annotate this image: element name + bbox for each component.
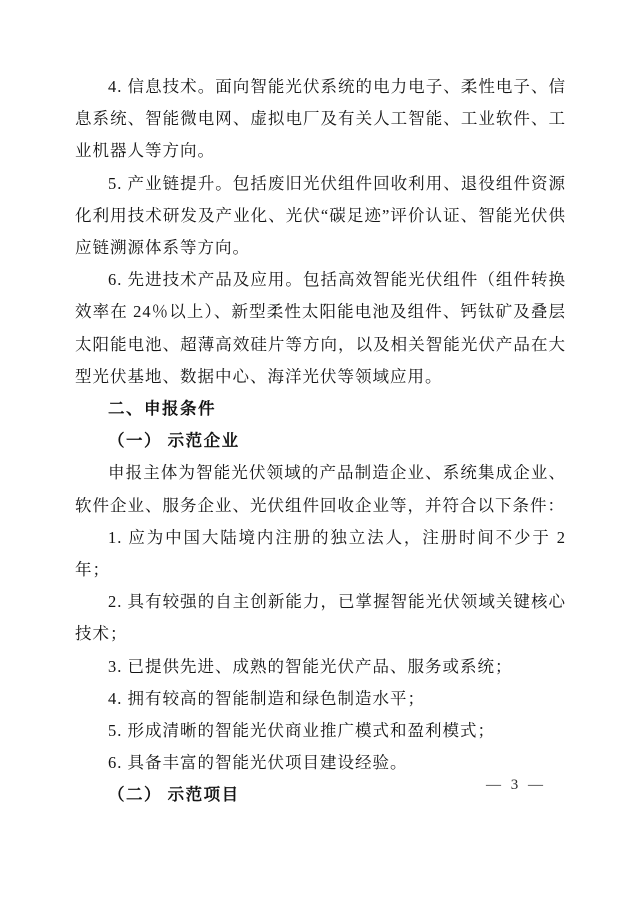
paragraph-industry-chain: 5. 产业链提升。包括废旧光伏组件回收利用、退役组件资源化利用技术研发及产业化、光伏“碳足迹”评价认证、智能光伏供应链溯源体系等方向。: [75, 173, 566, 258]
page-number: — 3 —: [486, 777, 546, 793]
document-body: [75, 71, 566, 812]
paragraph-advanced-products: 6. 先进技术产品及应用。包括高效智能光伏组件（组件转换效率在 24％以上）、新型柔性太阳能电池及组件、钙钛矿及叠层太阳能电池、超薄高效硅片等方向，以及相关智能光伏产品在大型光伏基地、数据中心、海洋光伏等领域应用。: [75, 270, 566, 386]
subsection-heading-demo-enterprise: （一） 示范企业: [108, 431, 240, 451]
paragraph-applicant-scope: 申报主体为智能光伏领域的产品制造企业、系统集成企业、软件企业、服务企业、光伏组件回收企业等，并符合以下条件：: [75, 463, 566, 515]
condition-item-2: 2. 具有较强的自主创新能力，已掌握智能光伏领域关键核心技术；: [75, 592, 566, 644]
condition-item-1: 1. 应为中国大陆境内注册的独立法人，注册时间不少于 2 年；: [75, 527, 566, 580]
subsection-heading-demo-project: （二） 示范项目: [108, 785, 240, 805]
section-heading-application-conditions: 二、申报条件: [108, 400, 216, 419]
condition-item-5: 5. 形成清晰的智能光伏商业推广模式和盈利模式；: [108, 721, 495, 741]
condition-item-3: 3. 已提供先进、成熟的智能光伏产品、服务或系统；: [108, 656, 513, 676]
condition-item-4: 4. 拥有较高的智能制造和绿色制造水平；: [108, 688, 425, 708]
paragraph-info-tech: 4. 信息技术。面向智能光伏系统的电力电子、柔性电子、信息系统、智能微电网、虚拟电厂及有关人工智能、工业软件、工业机器人等方向。: [75, 77, 566, 161]
condition-item-6: 6. 具备丰富的智能光伏项目建设经验。: [108, 753, 408, 773]
